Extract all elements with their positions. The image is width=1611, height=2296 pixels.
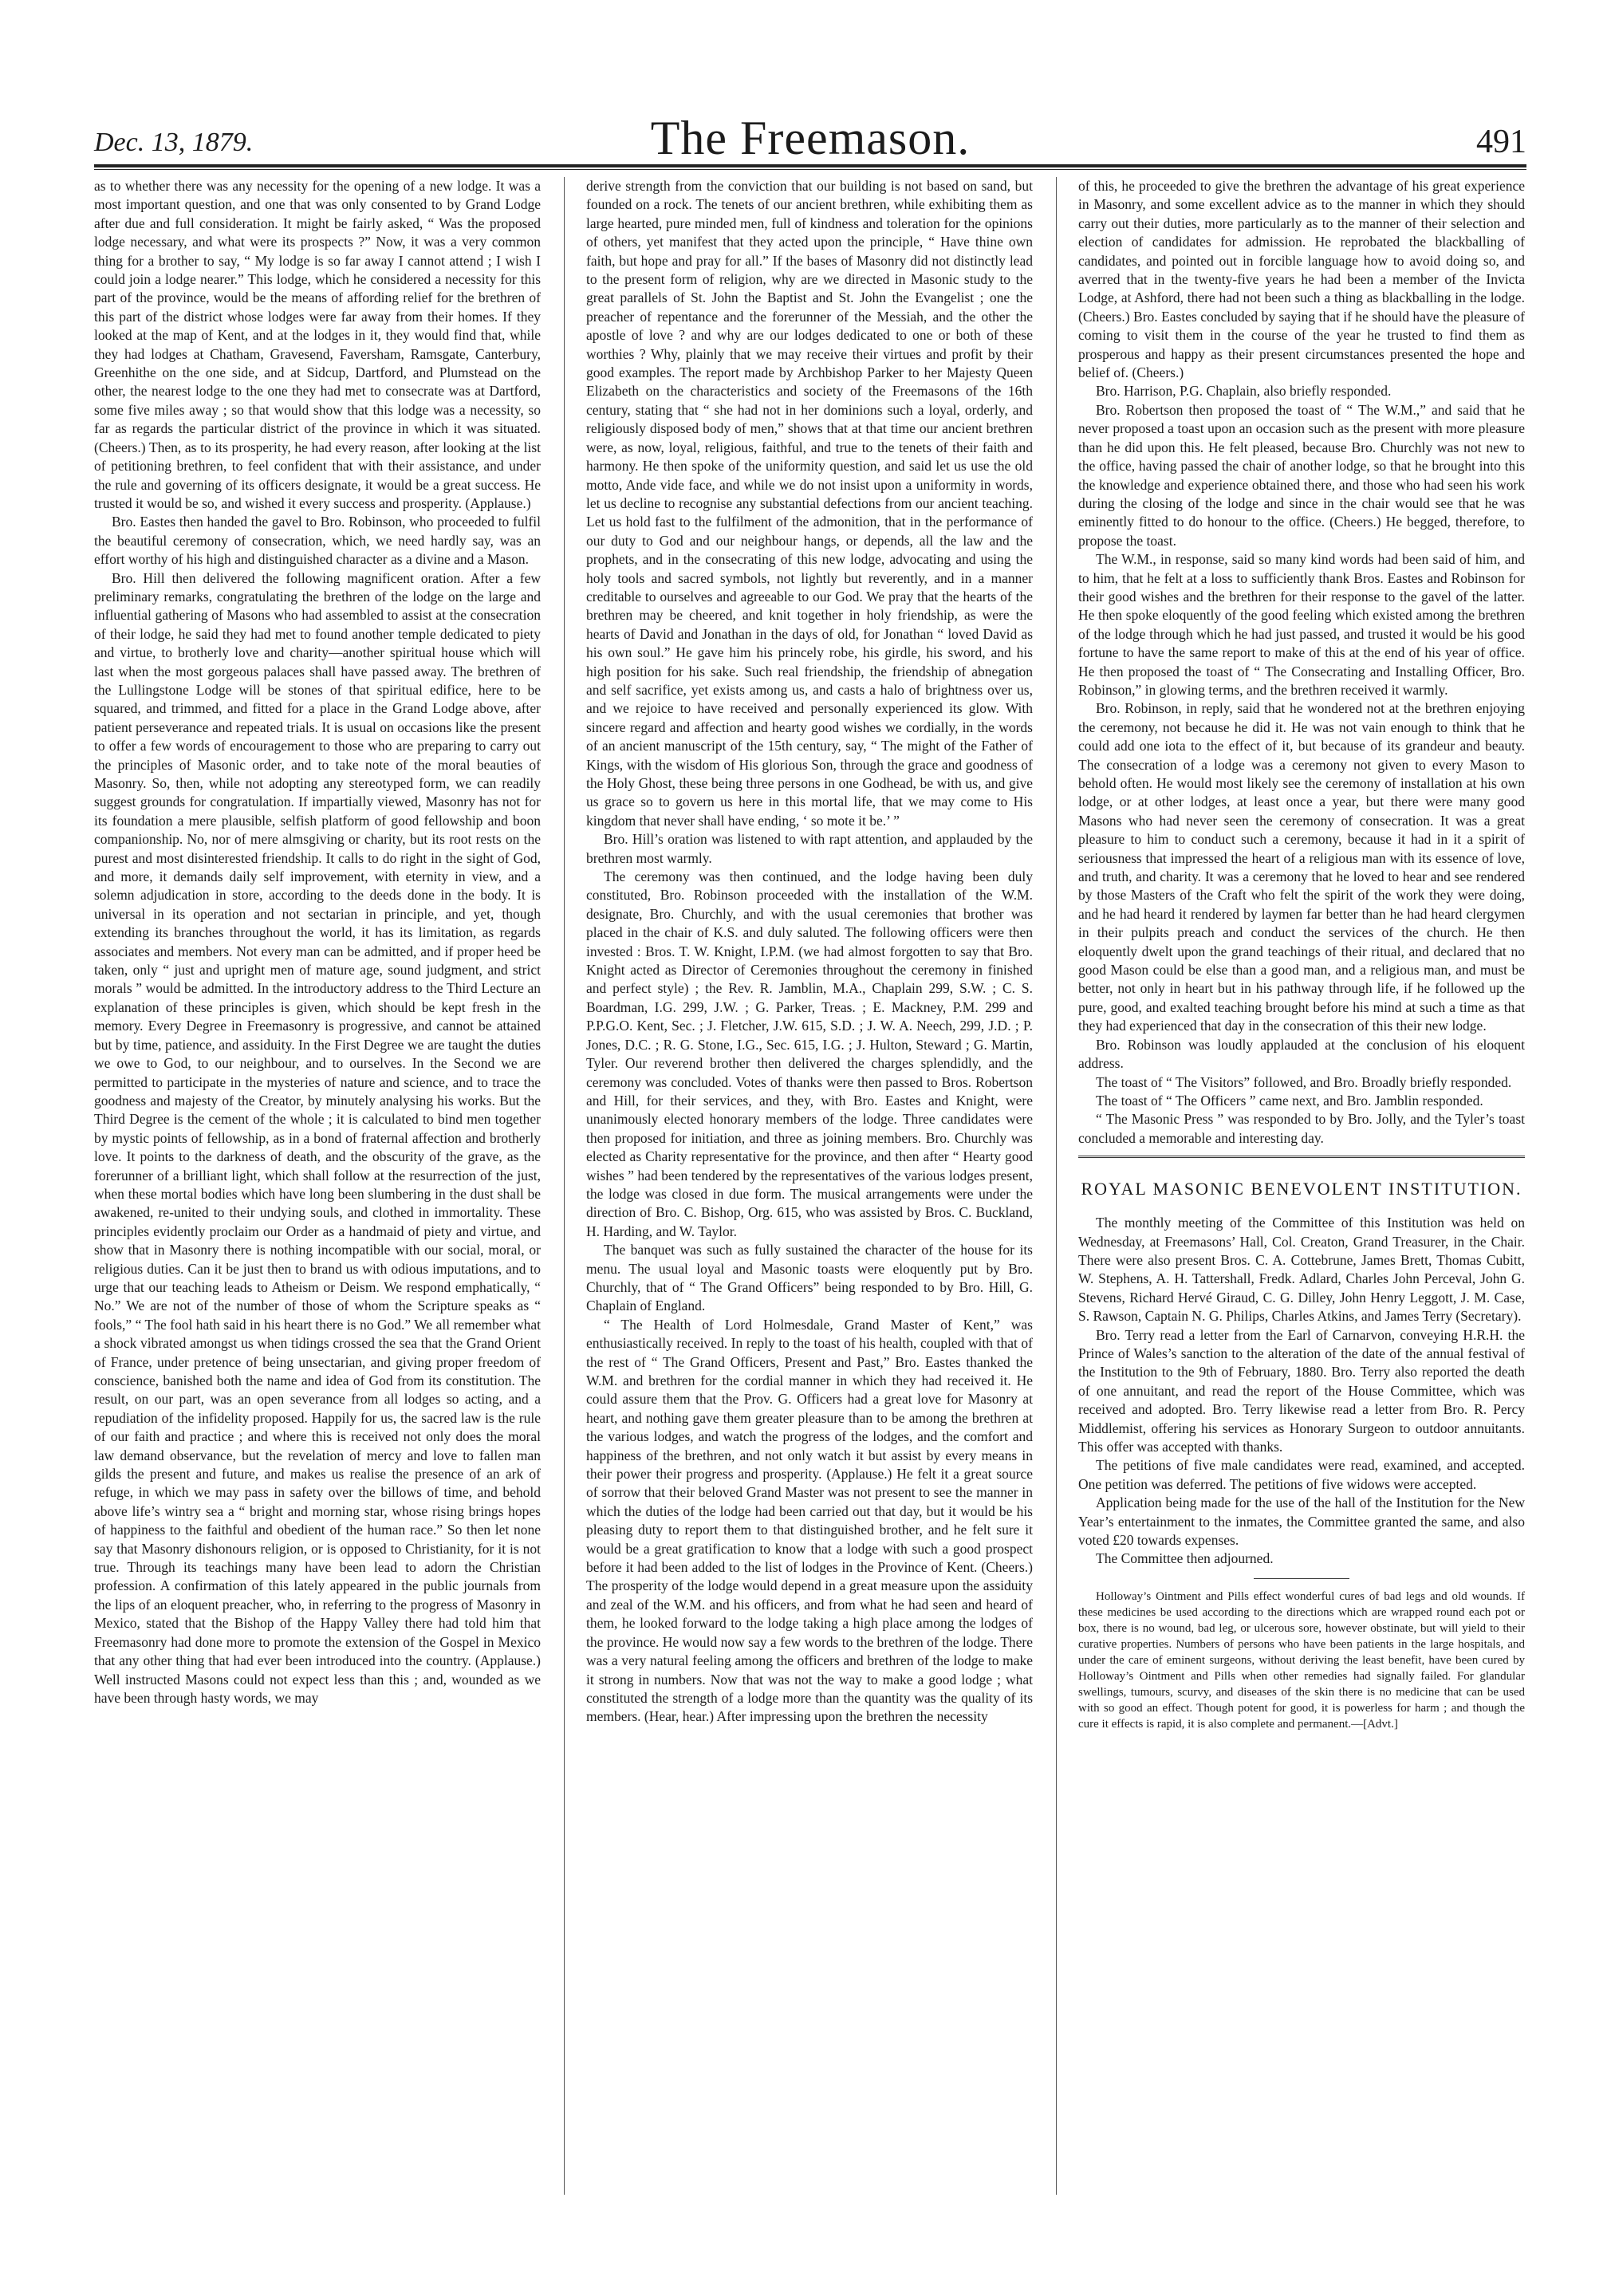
header-rule-thick [94,164,1526,167]
newspaper-title: The Freemason. [650,112,971,164]
paragraph: Bro. Terry read a letter from the Earl of Carnarvon, conveying H.R.H. the Prince of Wales’s sanction to the alteration of the date of the annual festival of the Institution to the 9th of February, 1880. Bro. Terry also reported the death of one annuitant, and read the report of the House Committee, which was received and adopted. Bro. Terry likewise read a letter from Bro. R. Percy Middlemist, offering his services as Honorary Surgeon to outdoor annuitants. This offer was accepted with thanks. [1078,1326,1525,1455]
masthead [94,113,1526,163]
paragraph: Bro. Harrison, P.G. Chaplain, also briefly responded. [1096,383,1392,400]
paragraph: as to whether there was any necessity for the opening of a new lodge. It was a most important question, and one that was only consented to by Grand Lodge after due and full consideration. It might be fairly asked, “ Was the proposed lodge necessary, and what were its prospects ?” Now, it was a very common thing for a brother to say, “ My lodge is so far away I cannot attend ; I wish I could join a lodge nearer.” This lodge, which he considered a necessity for this part of the province, would be the means of affording relief for the brethren of this part of the district whose lodges were far away from their homes. If they looked at the map of Kent, and at the lodges in it, they would find that, while they had lodges at Chatham, Gravesend, Faversham, Ramsgate, Canterbury, Greenhithe on the one side, and at Sidcup, Dartford, and Plumstead on the other, the nearest lodge to the one they had met to consecrate was at Dartford, some five miles away ; so that would show that this lodge was a necessity, so far as regards the particular district of the province in which it was situated. (Cheers.) Then, as to its prosperity, he had every reason, after looking at the list of petitioning brethren, to feel confident that with their assistance, and under the rule and governing of its officers designate, it would be a great success. He trusted it would be so, and wished it every success and prosperity. (Applause.) [94,178,541,511]
paragraph: of this, he proceeded to give the brethren the advantage of his great experience in Masonry, and some excellent advice as to the manner in which they should carry out their duties, more particularly as to the manner of their selection and election of candidates for admission. He reprobated the blackballing of candidates, and pointed out in forcible language how to avoid doing so, and averred that in the twenty-five years he had been a member of the Invicta Lodge, at Ashford, there had not been such a thing as blackballing in the lodge. (Cheers.) Bro. Eastes concluded by saying that if he should have the pleasure of coming to visit them in the course of the year he trusted to find them as prosperous and happy as their present circumstances presented the hope and belief of. (Cheers.) [1078,178,1525,381]
paragraph: The monthly meeting of the Committee of this Institution was held on Wednesday, at Freemasons’ Hall, Col. Creaton, Grand Treasurer, in the Chair. There were also present Bros. C. A. Cottebrune, James Brett, Thomas Cubitt, W. Stephens, A. H. Tattershall, Fredk. Adlard, Charles John Perceval, John G. Stevens, Richard Hervé Giraud, C. G. Dilley, John Henry Leggott, J. M. Case, S. Rawson, Captain N. G. Philips, Charles Atkins, and James Terry (Secretary). [1078,1215,1525,1325]
paragraph: The ceremony was then continued, and the lodge having been duly constituted, Bro. Robinson proceeded with the installation of the W.M. designate, Bro. Churchly, and with the usual ceremonies that brother was placed in the chair of K.S. and duly saluted. The following officers were then invested : Bros. T. W. Knight, I.P.M. (we had almost forgotten to say that Bro. Knight acted as Director of Ceremonies throughout the ceremony in finished and perfect style) ; the Rev. R. Jamblin, M.A., Chaplain 299, S.W. ; C. S. Boardman, I.G. 299, J.W. ; G. Parker, Treas. ; E. Mackney, P.M. 299 and P.P.G.O. Kent, Sec. ; J. Fletcher, J.W. 615, S.D. ; J. W. A. Neech, 299, J.D. ; P. Jones, D.C. ; R. G. Stone, I.G., Sec. 615, I.G. ; J. Hulton, Steward ; G. Martin, Tyler. Our reverend brother then delivered the charges splendidly, and the ceremony was concluded. Votes of thanks were then passed to Bros. Robertson and Hill, for their services, and they, with Bro. Eastes and Knight, were unanimously elected honorary members of the lodge. Three candidates were then proposed for initiation, and three as joining members. Bro. Churchly was elected as Charity representative for the province, and then after “ Hearty good wishes ” had been tendered by the representatives of the various lodges present, the lodge was closed in due form. The musical arrangements were under the direction of Bro. C. Bishop, Org. 615, who was assisted by Bros. C. Buckland, H. Harding, and W. Taylor. [586,868,1033,1239]
paragraph: The petitions of five male candidates were read, examined, and accepted. One petition was deferred. The petitions of five widows were accepted. [1078,1457,1525,1492]
paragraph: The Committee then adjourned. [1096,1550,1274,1567]
issue-date: Dec. 13, 1879. [94,128,254,157]
paragraph: The W.M., in response, said so many kind words had been said of him, and to him, that he felt at a loss to sufficiently thank Bros. Eastes and Robinson for their good wishes and the brethren for their response to the gavel of the latter. He then spoke eloquently of the good feeling which existed among the brethren of the lodge through which he had just passed, and trusted it would be his good fortune to have the same report to make of this at the end of his year of office. He then proposed the toast of “ The Consecrating and Installing Officer, Bro. Robinson,” in glowing terms, and the brethren received it warmly. [1078,551,1525,698]
paragraph: The toast of “ The Visitors” followed, and Bro. Broadly briefly responded. [1096,1073,1512,1090]
column-1 [94,177,541,2251]
paragraph: Bro. Eastes then handed the gavel to Bro. Robinson, who proceeded to fulfil the beautiful ceremony of consecration, which, we need hardly say, was an effort worthy of his high and distinguished character as a divine and a Mason. [94,514,541,568]
paragraph: Bro. Robinson, in reply, said that he wondered not at the brethren enjoying the ceremony, not because he did it. He was not vain enough to think that he could add one iota to the effect of it, but because of its grandeur and beauty. The consecration of a lodge was a ceremony not given to every Mason to behold often. He would most likely see the ceremony of installation at his own lodge, or at other lodges, at least once a year, but there were many good Masons who had never seen the ceremony of consecration. It was a great pleasure to him to conduct such a ceremony, because it had in it a spirit of seriousness that impressed the heart of a religious man with its essence of love, and truth, and charity. It was a ceremony that he loved to hear and see rendered by those Masters of the Craft who felt the spirit of the work they were doing, and he had heard it rendered by laymen far better than he had heard clergymen in their pulpits preach and conduct the services of the church. He then eloquently dwelt upon the grand teachings of their ritual, and declared that no good Mason could be else than a good man, and a religious man, and must be better, not only in heart but in his pathway through life, if he followed up the pure, good, and exalted teaching brought before his mind at such a time as that they had experienced that day in the consecration of this their new lodge. [1078,700,1525,1034]
section-rule [1078,1156,1525,1158]
advert-rule [1254,1578,1349,1579]
paragraph: Bro. Robertson then proposed the toast of “ The W.M.,” and said that he never proposed a toast upon an occasion such as the present with more pleasure than he did upon this. He felt pleased, because Bro. Churchly was not new to the office, having passed the chair of another lodge, so that he brought into this the knowledge and experience obtained there, and those who had seen his work during the closing of the lodge and since in the chair would see that he was eminently fitted to do honour to the office. (Cheers.) He begged, therefore, to propose the toast. [1078,401,1525,549]
paragraph: “ The Masonic Press ” was responded to by Bro. Jolly, and the Tyler’s toast concluded a memorable and interesting day. [1078,1111,1525,1146]
column-2 [586,177,1033,2251]
paragraph: “ The Health of Lord Holmesdale, Grand Master of Kent,” was enthusiastically received. In reply to the toast of his health, coupled with that of the rest of “ The Grand Officers, Present and Past,” Bro. Eastes thanked the W.M. and brethren for the cordial manner in which they had received it. He could assure them that the Prov. G. Officers had a great love for Masonry at heart, and nothing gave them greater pleasure than to be among the brethren at the various lodges, and watch the progress of the lodges, and the comfort and happiness of the brethren, and not only watch it but assist by every means in their power their progress and prosperity. (Applause.) He felt it a great source of sorrow that their beloved Grand Master was not present to see the manner in which the duties of the lodge had been carried out that day, but it would be his pleasing duty to report them to that distinguished brother, and he felt sure it would be a great gratification to know that a lodge with such a good prospect before it had been added to the list of lodges in the Province of Kent. (Cheers.) The prosperity of the lodge would depend in a great measure upon the assiduity and zeal of the W.M. and his officers, and from what he had seen and heard of them, he looked forward to the lodge taking a high place among the lodges of the province. He would now say a few words to the brethren of the lodge. There was a very natural feeling among the officers and brethren of the lodge to make it strong in numbers. Now that was not the way to make a good lodge ; what constituted the strength of a lodge more than the quantity was the quality of its members. (Hear, hear.) After impressing upon the brethren the necessity [586,1316,1033,1725]
advert-text: Holloway’s Ointment and Pills effect wonderful cures of bad legs and old wounds. If these medicines be used according to the directions which are wrapped round each pot or box, there is no wound, bad leg, or ulcerous sore, however obstinate, but will yield to their curative properties. Numbers of persons who have been patients in the large hospitals, and under the care of eminent surgeons, without deriving the least benefit, have been cured by Holloway’s Ointment and Pills when other remedies had signally failed. For glandular swellings, tumours, scurvy, and diseases of the skin there is no medicine that can be used with so good an effect. Though potent for good, it is powerless for harm ; and though the cure it effects is rapid, it is also complete and permanent.—[Advt.] [1078,1589,1525,1731]
section-heading: ROYAL MASONIC BENEVOLENT INSTITUTION. [1081,1179,1522,1199]
paragraph: Application being made for the use of the hall of the Institution for the New Year’s entertainment to the inmates, the Committee granted the same, and also voted £20 towards expenses. [1078,1495,1525,1549]
paragraph: Bro. Hill then delivered the following magnificent oration. After a few preliminary remarks, congratulating the brethren of the lodge on the large and influential gathering of Masons who had assembled to assist at the consecration of their lodge, he said they had met to found another temple dedicated to piety and virtue, to brotherly love and charity—another spiritual house which will last when the most gorgeous palaces shall have passed away. The brethren of the Lullingstone Lodge will be stones of that spiritual edifice, here to be squared, and trimmed, and fitted for a place in the Grand Lodge above, after patient perseverance and repeated trials. It is usual on occasions like the present to offer a few words of encouragement to those who are preparing to carry out the principles of Masonic order, and to take note of the moral beauties of Masonry. So, then, while not adopting any stereotyped form, we can readily suggest grounds for congratulation. If impartially viewed, Masonry has not for its foundation a mere plausible, selfish platform of good fellowship and boon companionship. No, nor of mere almsgiving or charity, but its root rests on the purest and most disinterested friendship. It calls to do right in the sight of God, and more, it demands daily self improvement, with eternity in view, and a solemn adjudication in store, according to the deeds done in the body. It is universal in its operation and not sectarian in principle, and yet, though extending its branches throughout the world, it has its limitation, as regards associates and members. Not every man can be admitted, and if proper heed be taken, only “ just and upright men of mature age, sound judgment, and strict morals ” would be admitted. In the introductory address to the Third Lecture an explanation of these principles is given, which should be kept fresh in the memory. Every Degree in Freemasonry is progressive, and cannot be attained but by time, patience, and assiduity. In the First Degree we are taught the duties we owe to God, to our neighbour, and to ourselves. In the Second we are permitted to participate in the mysteries of nature and science, and to trace the goodness and majesty of the Creator, by minutely analysing his works. But the Third Degree is the cement of the whole ; it is calculated to bind men together by mystic points of fellowship, as in a bond of fraternal affection and brotherly love. It points to the darkness of death, and the obscurity of the grave, as the forerunner of a brilliant light, which shall follow at the resurrection of the just, when these mortal bodies which have long been slumbering in the dust shall be awakened, re-united to their undying souls, and clothed in immortality. These principles evidently proclaim our Order as a handmaid of piety and virtue, and show that in Masonry there is nothing incompatible with our social, moral, or religious duties. Can it be just then to brand us with odious imputations, and to urge that our teaching leads to Atheism or Deism. We respond emphatically, “ No.” We are not of the number of those of whom the Scripture speaks as “ fools,” “ The fool hath said in his heart there is no God.” We all remember what a shock vibrated amongst us when tidings crossed the sea that the Grand Orient of France, under pretence of being unsectarian, and giving proper freedom of conscience, banished both the name and idea of God from its constitution. The result, on our part, was an open severance from all lodges so acting, and a repudiation of the infidelity proposed. Happily for us, the sacred law is the rule of our faith and practice ; and where this is received not only does the moral law demand observance, but the revelation of mercy and love to fallen man gilds the present and future, and makes us realise the presence of an ark of refuge, in which we may pass in safety over the billows of time, and behold above life’s wintry sea a “ bright and morning star, whose rising brings hopes of happiness to the faithful and obedient of the human race.” So then let none say that Masonry dishonours religion, or is opposed to Christianity, for it is not true. Through its teachings many have been lead to adorn the Christian profession. A confirmation of this lately appeared in the public journals from the lips of an eloquent preacher, who, in referring to the progress of Masonry in Mexico, stated that the Bishop of the Happy Valley there had told him that Freemasonry had done more to promote the extension of the Gospel in Mexico that any other thing that had ever been introduced into the country. (Applause.) Well instructed Masons could not expect less than this ; and, wounded as we have been through hasty words, we may [94,569,541,1706]
paragraph: Bro. Hill’s oration was listened to with rapt attention, and applauded by the brethren most warmly. [586,831,1033,866]
paragraph: derive strength from the conviction that our building is not based on sand, but founded on a rock. The tenets of our ancient brethren, while exhibiting them as large hearted, pure minded men, full of kindness and toleration for the opinions of others, yet manifest that they acted upon the principle, “ Have thine own faith, but hope and pray for all.” If the bases of Masonry did not distinctly lead to the present form of religion, why are we directed in Masonic study to the great parallels of St. John the Baptist and St. John the Evangelist ; one the preacher of repentance and the forerunner of the Messiah, and the other the apostle of love ? and why are our lodges dedicated to one or both of these worthies ? Why, plainly that we may receive their virtues and profit by their good examples. The report made by Archbishop Parker to her Majesty Queen Elizabeth on the characteristics and society of the Freemasons of the 16th century, stating that “ she had not in her dominions such a loyal, orderly, and religiously disposed body of men,” shows that at that time our ancient brethren were, as now, loyal, religious, faithful, and true to the tenets of their faith and harmony. He then spoke of the uniformity question, and said let us use the old motto, Ande vide face, and while we do not insist upon a uniformity in words, let us decline to recognise any substantial defections from our ancient teaching. Let us hold fast to the fulfilment of the admonition, that in the performance of our duty to God and our neighbour hangs, or depends, all the law and the prophets, and in the consecrating of this new lodge, advocating and using the holy tools and sacred symbols, not lightly but reverently, and in a manner creditable to ourselves and agreeable to our God. We pray that the hearts of the brethren may be cheered, and knit together in holy friendship, as were the hearts of David and Jonathan in the days of old, for Jonathan “ loved David as his own soul.” He gave him his princely robe, his girdle, his sword, and his high position for his sake. Such real friendship, the friendship of abnegation and self sacrifice, yet exists among us, and casts a halo of brightness over us, and we rejoice to have received and personally experienced its glow. With sincere regard and affection and hearty good wishes we cordially, in the words of an ancient manuscript of the 15th century, say, “ The might of the Father of Kings, with the wisdom of His glorious Son, through the grace and goodness of the Holy Ghost, these being three persons in one Godhead, be with us, and give us grace so to govern us here in this mortal life, that we may come to His kingdom that never shall have ending, ‘ so mote it be.’ ” [586,178,1033,829]
paragraph: The toast of “ The Officers ” came next, and Bro. Jamblin responded. [1096,1092,1483,1109]
column-3 [1078,177,1525,2251]
column-divider [564,177,565,2195]
header-rule-thin [94,169,1526,170]
paragraph: Bro. Robinson was loudly applauded at the conclusion of his eloquent address. [1078,1036,1525,1072]
page-number: 491 [1476,124,1526,160]
advertisement [1078,1589,1525,1732]
paragraph: The banquet was such as fully sustained the character of the house for its menu. The usual loyal and Masonic toasts were eloquently put by Bro. Churchly, that of “ The Grand Officers” being responded to by Bro. Hill, G. Chaplain of England. [586,1242,1033,1314]
column-divider [1056,177,1057,2195]
